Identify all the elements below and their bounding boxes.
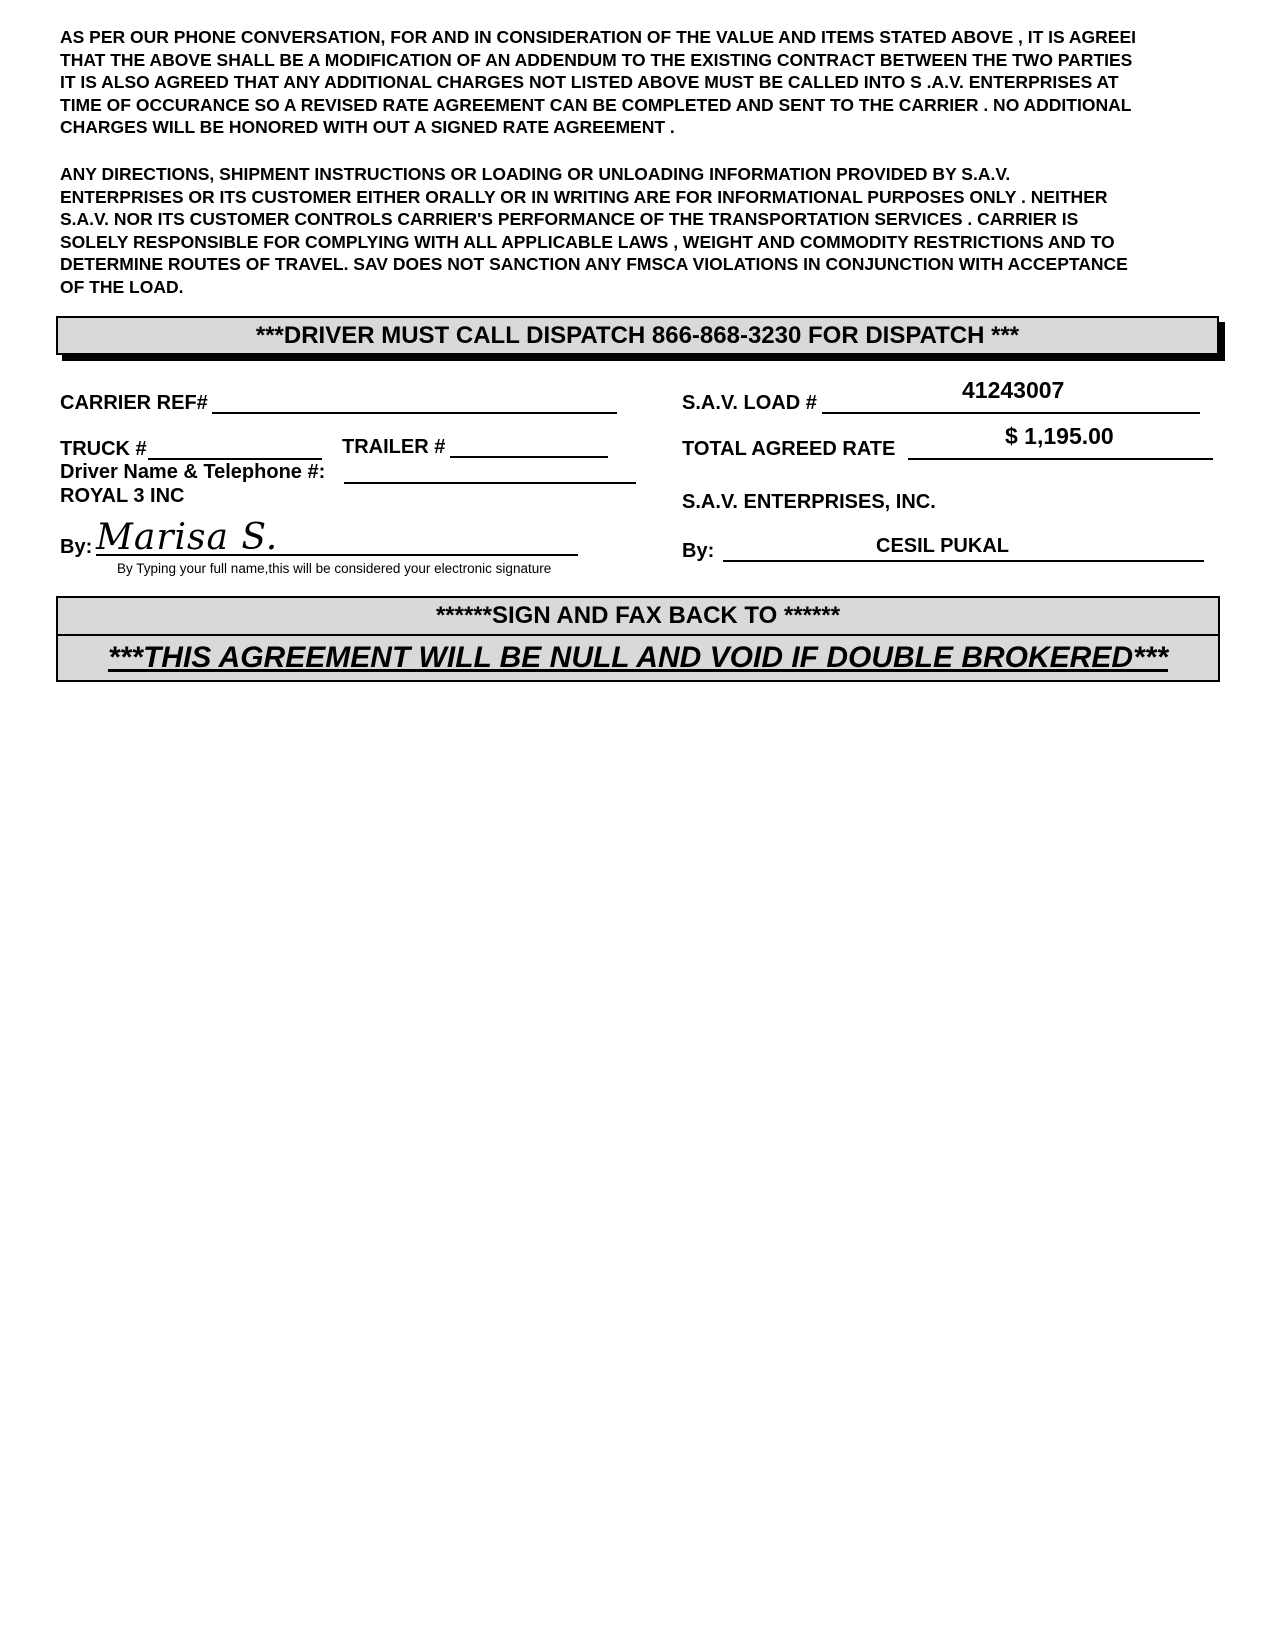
- terms-paragraph-charges: [60, 26, 1220, 139]
- terms-line: IT IS ALSO AGREED THAT ANY ADDITIONAL CHARGES NOT LISTED ABOVE MUST BE CALLED INTO S .A.V. ENTERPRISES AT: [60, 72, 1119, 92]
- sav-by-label: By:: [682, 540, 715, 562]
- terms-line: TIME OF OCCURANCE SO A REVISED RATE AGREEMENT CAN BE COMPLETED AND SENT TO THE CARRIER . NO ADDITIONAL: [60, 94, 1132, 115]
- sign-fax-banner: ******SIGN AND FAX BACK TO ******: [56, 596, 1220, 636]
- truck-label: TRUCK #: [60, 438, 147, 460]
- trailer-label: TRAILER #: [342, 436, 446, 458]
- terms-line: ENTERPRISES OR ITS CUSTOMER EITHER ORALLY OR IN WRITING ARE FOR INFORMATIONAL PURPOSES ONLY . NEITHER: [60, 186, 1108, 207]
- trailer-field[interactable]: [450, 456, 608, 458]
- sav-company-name: S.A.V. ENTERPRISES, INC.: [682, 491, 936, 513]
- rate-label: TOTAL AGREED RATE: [682, 438, 896, 460]
- rate-field: [908, 458, 1213, 460]
- carrier-company-name: ROYAL 3 INC: [60, 485, 185, 507]
- double-broker-warning: ***THIS AGREEMENT WILL BE NULL AND VOID IF DOUBLE BROKERED***: [56, 634, 1220, 682]
- carrier-by-label: By:: [60, 536, 93, 558]
- sav-signer-name: CESIL PUKAL: [876, 535, 1009, 557]
- carrier-ref-label: CARRIER REF#: [60, 392, 208, 414]
- terms-line: ANY DIRECTIONS, SHIPMENT INSTRUCTIONS OR LOADING OR UNLOADING INFORMATION PROVIDED BY S.A.V.: [60, 164, 1011, 184]
- driver-label: Driver Name & Telephone #:: [60, 461, 326, 483]
- terms-paragraph-directions: [60, 163, 1220, 298]
- sav-signature-field: [723, 560, 1204, 562]
- load-number-value: 41243007: [962, 377, 1065, 403]
- terms-line: CHARGES WILL BE HONORED WITH OUT A SIGNED RATE AGREEMENT .: [60, 117, 675, 137]
- load-number-label: S.A.V. LOAD #: [682, 392, 817, 414]
- load-number-field: [822, 412, 1200, 414]
- truck-field[interactable]: [148, 458, 322, 460]
- carrier-ref-field[interactable]: [212, 412, 617, 414]
- terms-line: SOLELY RESPONSIBLE FOR COMPLYING WITH ALL APPLICABLE LAWS , WEIGHT AND COMMODITY RESTRICTIONS AND TO: [60, 231, 1115, 252]
- terms-line: DETERMINE ROUTES OF TRAVEL. SAV DOES NOT SANCTION ANY FMSCA VIOLATIONS IN CONJUNCTION WITH ACCEPTANCE: [60, 254, 1128, 274]
- carrier-signature: Marisa S.: [96, 517, 279, 558]
- carrier-signature-field[interactable]: [96, 554, 578, 556]
- terms-line: S.A.V. NOR ITS CUSTOMER CONTROLS CARRIER'S PERFORMANCE OF THE TRANSPORTATION SERVICES . CARRIER IS: [60, 209, 1079, 229]
- terms-line: OF THE LOAD.: [60, 276, 184, 297]
- signature-note: By Typing your full name,this will be considered your electronic signature: [117, 561, 552, 576]
- terms-line: AS PER OUR PHONE CONVERSATION, FOR AND IN CONSIDERATION OF THE VALUE AND ITEMS STATED ABOVE , IT IS AGREEI: [60, 27, 1136, 47]
- terms-line: THAT THE ABOVE SHALL BE A MODIFICATION OF AN ADDENDUM TO THE EXISTING CONTRACT BETWEEN THE TWO PARTIES: [60, 49, 1133, 70]
- dispatch-banner: ***DRIVER MUST CALL DISPATCH 866-868-3230 FOR DISPATCH ***: [56, 316, 1219, 355]
- rate-value: $ 1,195.00: [1005, 423, 1114, 449]
- driver-field[interactable]: [344, 482, 636, 484]
